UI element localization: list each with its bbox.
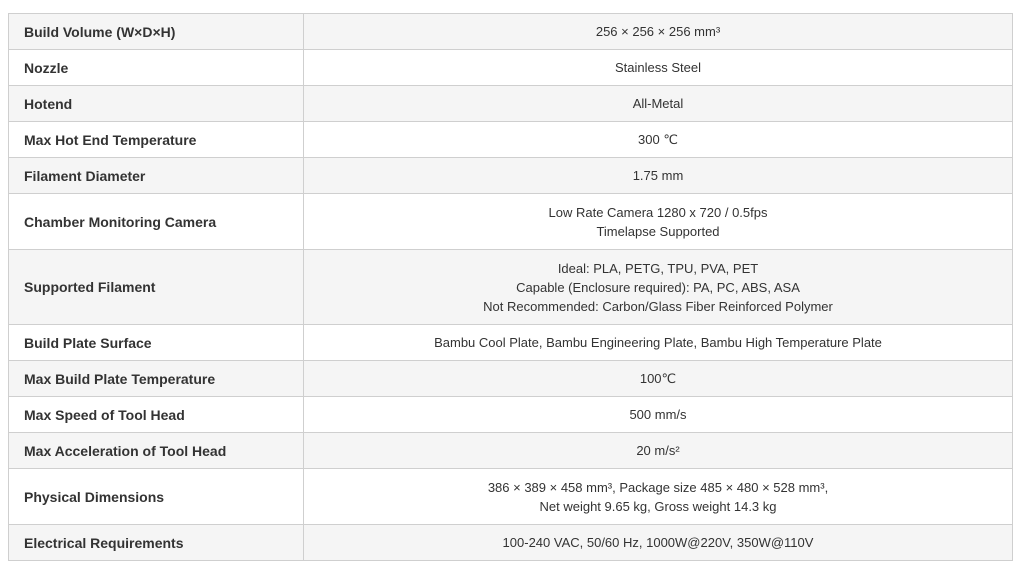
spec-value bbox=[304, 525, 1013, 561]
spec-label: Max Speed of Tool Head bbox=[9, 397, 304, 433]
spec-value bbox=[304, 361, 1013, 397]
spec-value-line: 500 mm/s bbox=[629, 407, 687, 422]
spec-value-line: Ideal: PLA, PETG, TPU, PVA, PET bbox=[557, 260, 759, 276]
spec-value-line: 1.75 mm bbox=[632, 168, 684, 183]
spec-label: Build Plate Surface bbox=[9, 325, 304, 361]
table-row bbox=[9, 525, 1013, 561]
spec-value bbox=[304, 194, 1013, 250]
spec-value bbox=[304, 158, 1013, 194]
spec-value-line: All-Metal bbox=[632, 96, 684, 111]
spec-label: Supported Filament bbox=[9, 250, 304, 325]
table-row bbox=[9, 325, 1013, 361]
spec-label: Chamber Monitoring Camera bbox=[9, 194, 304, 250]
spec-label: Build Volume (W×D×H) bbox=[9, 14, 304, 50]
table-row bbox=[9, 397, 1013, 433]
table-row bbox=[9, 122, 1013, 158]
table-row bbox=[9, 433, 1013, 469]
spec-value bbox=[304, 50, 1013, 86]
spec-value bbox=[304, 469, 1013, 525]
spec-label: Hotend bbox=[9, 86, 304, 122]
spec-value bbox=[304, 250, 1013, 325]
table-row bbox=[9, 469, 1013, 525]
spec-label: Filament Diameter bbox=[9, 158, 304, 194]
spec-value bbox=[304, 433, 1013, 469]
spec-value-line: Net weight 9.65 kg, Gross weight 14.3 kg bbox=[539, 498, 777, 514]
spec-label: Nozzle bbox=[9, 50, 304, 86]
spec-value-line: 300 ℃ bbox=[638, 132, 678, 147]
spec-label: Max Acceleration of Tool Head bbox=[9, 433, 304, 469]
spec-value-line: Not Recommended: Carbon/Glass Fiber Reinforced Polymer bbox=[483, 298, 833, 314]
spec-value bbox=[304, 14, 1013, 50]
spec-value-line: Capable (Enclosure required): PA, PC, ABS, ASA bbox=[516, 279, 800, 295]
spec-value-line: 256 × 256 × 256 mm³ bbox=[595, 24, 721, 39]
table-row bbox=[9, 14, 1013, 50]
spec-value-line: Timelapse Supported bbox=[596, 223, 720, 239]
spec-value-line: Bambu Cool Plate, Bambu Engineering Plate, Bambu High Temperature Plate bbox=[434, 335, 882, 350]
table-row bbox=[9, 158, 1013, 194]
table-row bbox=[9, 250, 1013, 325]
table-row bbox=[9, 361, 1013, 397]
specifications-table bbox=[8, 13, 1013, 561]
spec-value-line: 20 m/s² bbox=[636, 443, 680, 458]
spec-value-line: 100-240 VAC, 50/60 Hz, 1000W@220V, 350W@110V bbox=[502, 535, 814, 550]
spec-value bbox=[304, 122, 1013, 158]
table-row bbox=[9, 194, 1013, 250]
table-row bbox=[9, 86, 1013, 122]
spec-label: Electrical Requirements bbox=[9, 525, 304, 561]
spec-label: Max Hot End Temperature bbox=[9, 122, 304, 158]
spec-value-line: 386 × 389 × 458 mm³, Package size 485 × 480 × 528 mm³, bbox=[487, 479, 829, 495]
spec-value-line: Low Rate Camera 1280 x 720 / 0.5fps bbox=[548, 204, 768, 220]
spec-value-line: Stainless Steel bbox=[615, 60, 701, 75]
spec-value bbox=[304, 397, 1013, 433]
spec-value bbox=[304, 86, 1013, 122]
spec-label: Physical Dimensions bbox=[9, 469, 304, 525]
spec-value-line: 100℃ bbox=[639, 371, 677, 386]
spec-label: Max Build Plate Temperature bbox=[9, 361, 304, 397]
spec-value bbox=[304, 325, 1013, 361]
table-row bbox=[9, 50, 1013, 86]
